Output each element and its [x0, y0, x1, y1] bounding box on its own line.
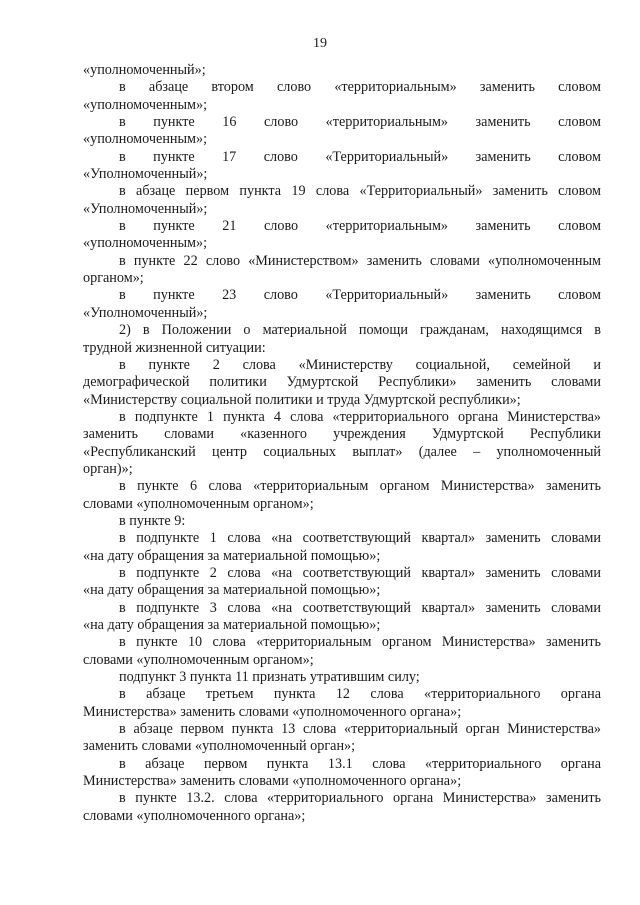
- text-line: в пункте 6 слова «территориальным органом Министерства» заменить: [119, 478, 601, 495]
- text-line: в пункте 17 слово «Территориальный» заменить словом: [119, 148, 601, 165]
- text-line: «уполномоченным»;: [83, 235, 208, 252]
- page-number: 19: [313, 36, 327, 51]
- text-line: в абзаце третьем пункта 12 слова «территориального органа: [119, 686, 601, 703]
- text-line: в пункте 23 слово «Территориальный» заменить словом: [119, 287, 601, 304]
- text-line: «Уполномоченный»;: [83, 304, 208, 321]
- text-line: в абзаце втором слово «территориальным» заменить словом: [119, 79, 601, 96]
- text-line: словами «уполномоченным органом»;: [83, 651, 314, 668]
- text-line: Министерства» заменить словами «уполномоченного органа»;: [83, 773, 462, 790]
- text-line: в абзаце первом пункта 13.1 слова «территориального органа: [119, 755, 601, 772]
- text-line: «уполномоченным»;: [83, 96, 208, 113]
- text-line: подпункт 3 пункта 11 признать утратившим силу;: [119, 669, 420, 686]
- text-line: заменить словами «уполномоченный орган»;: [83, 738, 356, 755]
- text-line: в пункте 13.2. слова «территориального органа Министерства» заменить: [119, 790, 601, 807]
- text-line: в абзаце первом пункта 13 слова «территориальный орган Министерства»: [119, 721, 601, 738]
- text-line: «на дату обращения за материальной помощью»;: [83, 617, 381, 633]
- text-line: «Уполномоченный»;: [83, 200, 208, 217]
- text-line: заменить словами «казенного учреждения Удмуртской Республики: [83, 426, 601, 443]
- text-line: «на дату обращения за материальной помощью»;: [83, 582, 381, 599]
- text-line: «уполномоченным»;: [83, 131, 208, 148]
- text-line: демографической политики Удмуртской Республики» заменить словами: [83, 374, 601, 391]
- text-line: в подпункте 3 слова «на соответствующий квартал» заменить словами: [119, 599, 601, 616]
- text-line: словами «уполномоченного органа»;: [83, 807, 306, 824]
- text-line: «Уполномоченный»;: [83, 166, 208, 183]
- text-line: в пункте 21 слово «территориальным» заменить словом: [119, 218, 601, 235]
- text-line: в пункте 10 слова «территориальным органом Министерства» заменить: [119, 634, 601, 651]
- text-line: «Республиканский центр социальных выплат» (далее – уполномоченный: [83, 443, 601, 460]
- text-line: словами «уполномоченным органом»;: [83, 495, 314, 512]
- text-line: в пункте 2 слова «Министерству социальной, семейной и: [119, 356, 601, 373]
- text-line: Министерства» заменить словами «уполномоченного органа»;: [83, 703, 462, 720]
- text-line: «Министерству социальной политики и труда Удмуртской республики»;: [83, 391, 521, 408]
- document-body: [83, 62, 601, 825]
- text-line: «на дату обращения за материальной помощью»;: [83, 547, 381, 564]
- text-line: в пункте 9:: [119, 512, 186, 529]
- text-line: в абзаце первом пункта 19 слова «Территориальный» заменить словом: [119, 183, 601, 200]
- text-line: орган)»;: [83, 460, 133, 477]
- text-line: в подпункте 2 слова «на соответствующий квартал» заменить словами: [119, 564, 601, 581]
- text-line: в подпункте 1 пункта 4 слова «территориального органа Министерства»: [119, 408, 601, 425]
- text-line: «уполномоченный»;: [83, 62, 206, 78]
- text-line: в пункте 22 слово «Министерством» заменить словами «уполномоченным: [119, 252, 601, 269]
- text-line: органом»;: [83, 270, 144, 287]
- text-line: 2) в Положении о материальной помощи гражданам, находящимся в: [119, 322, 601, 339]
- text-line: трудной жизненной ситуации:: [83, 339, 266, 356]
- text-line: в подпункте 1 слова «на соответствующий квартал» заменить словами: [119, 530, 601, 547]
- text-line: в пункте 16 слово «территориальным» заменить словом: [119, 114, 601, 131]
